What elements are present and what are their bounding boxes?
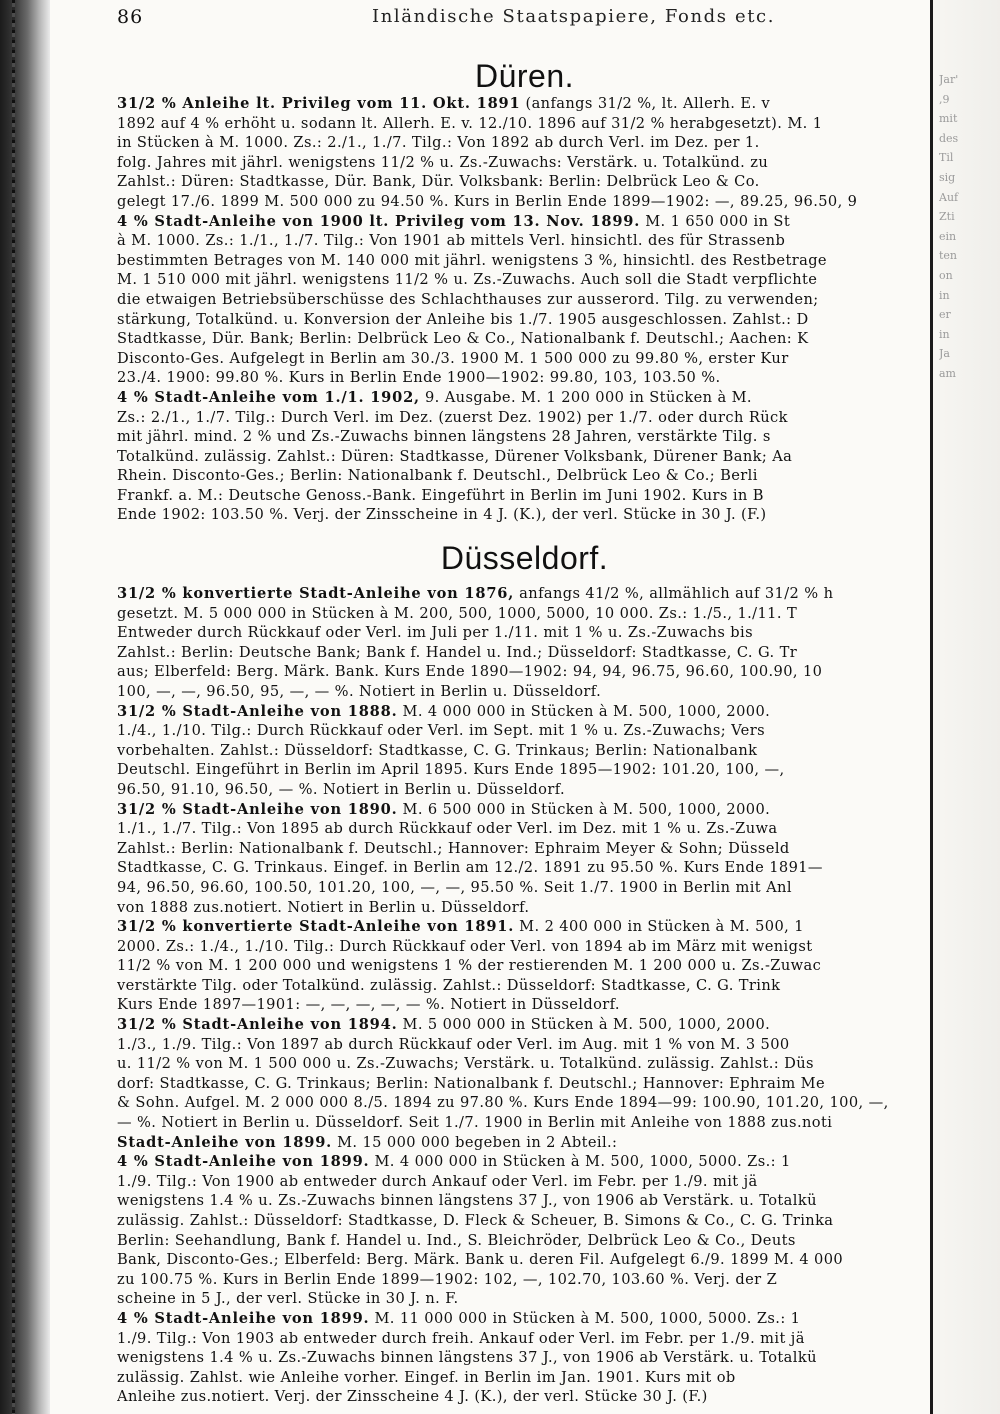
bond-heading: 31/2 % Stadt-Anleihe von 1890.: [117, 800, 398, 818]
text-line: [117, 858, 932, 878]
text-line: [117, 1348, 932, 1368]
line-text: folg. Jahres mit jährl. wenigstens 11/2 % u. Zs.-Zuwachs: Verstärk. u. Totalkünd. zu: [117, 153, 769, 171]
text-line: [117, 486, 932, 506]
line-text: Zahlst.: Düren: Stadtkasse, Dür. Bank, Dür. Volksbank: Berlin: Delbrück Leo & Co.: [117, 173, 760, 191]
text-line: [117, 1329, 932, 1349]
text-line: [117, 839, 932, 859]
bond-heading: 4 % Stadt-Anleihe vom 1./1. 1902,: [117, 388, 420, 406]
line-text: Zs.: 2./1., 1./7. Tilg.: Durch Verl. im Dez. (zuerst Dez. 1902) per 1./7. oder durch Rück: [117, 408, 788, 426]
text-line: [117, 643, 932, 663]
text-line: [117, 329, 932, 349]
text-line: [117, 1211, 932, 1231]
line-text: 1./3., 1./9. Tilg.: Von 1897 ab durch Rückkauf oder Verl. im Aug. mit 1 % von M. 3 500: [117, 1035, 790, 1053]
line-text: M. 1 510 000 mit jährl. wenigstens 11/2 % u. Zs.-Zuwachs. Auch soll die Stadt verpflichte: [117, 271, 818, 289]
text-line: [117, 741, 932, 761]
text-line: [117, 1270, 932, 1290]
text-line: [117, 995, 932, 1015]
text-line: [117, 1250, 932, 1270]
text-line: [117, 1133, 932, 1153]
text-line: [117, 760, 932, 780]
line-text: zu 100.75 %. Kurs in Berlin Ende 1899—1902: 102, —, 102.70, 103.60 %. Verj. der Z: [117, 1270, 778, 1288]
line-text: Stadtkasse, Dür. Bank; Berlin: Delbrück Leo & Co., Nationalbank f. Deutschl.; Aachen: K: [117, 330, 809, 348]
line-text: 100, —, —, 96.50, 95, —, — %. Notiert in Berlin u. Düsseldorf.: [117, 682, 602, 700]
line-text: Bank, Disconto-Ges.; Elberfeld: Berg. Märk. Bank u. deren Fil. Aufgelegt 6./9. 1899 M. 4 000: [117, 1251, 844, 1269]
text-line: [117, 408, 932, 428]
text-line: [117, 153, 932, 173]
text-line: [117, 1015, 932, 1035]
text-line: [117, 898, 932, 918]
line-text: M. 15 000 000 begeben in 2 Abteil.:: [332, 1133, 618, 1151]
text-line: [117, 114, 932, 134]
line-text: 1892 auf 4 % erhöht u. sodann lt. Allerh. E. v. 12./10. 1896 auf 31/2 % herabgesetzt). M. 1: [117, 114, 823, 132]
bond-heading: 4 % Stadt-Anleihe von 1899.: [117, 1153, 370, 1171]
section-title-duesseldorf: Düsseldorf.: [440, 540, 609, 576]
line-text: Disconto-Ges. Aufgelegt in Berlin am 30./3. 1900 M. 1 500 000 zu 99.80 %, erster Kur: [117, 349, 789, 367]
line-text: 96.50, 91.10, 96.50, — %. Notiert in Berlin u. Düsseldorf.: [117, 780, 566, 798]
line-text: 1./9. Tilg.: Von 1903 ab entweder durch freih. Ankauf oder Verl. im Febr. per 1./9. mit jä: [117, 1329, 805, 1347]
adjacent-page-edge: [930, 0, 1000, 1414]
text-line: [117, 976, 932, 996]
line-text: 94, 96.50, 96.60, 100.50, 101.20, 100, —, —, 95.50 %. Seit 1./7. 1900 in Berlin mit Anl: [117, 878, 792, 896]
text-line: [117, 290, 932, 310]
line-text: (anfangs 31/2 %, lt. Allerh. E. v: [520, 95, 771, 112]
line-text: 23./4. 1900: 99.80 %. Kurs in Berlin Ende 1900—1902: 99.80, 103, 103.50 %.: [117, 369, 721, 387]
line-text: gelegt 17./6. 1899 M. 500 000 zu 94.50 %. Kurs in Berlin Ende 1899—1902: —, 89.25, 96.50, 9: [117, 192, 858, 210]
text-line: [117, 172, 932, 192]
running-head: Inländische Staatspapiere, Fonds etc.: [372, 6, 776, 27]
section-title-dueren: Düren.: [474, 58, 575, 94]
line-text: Anleihe zus.notiert. Verj. der Zinsscheine 4 J. (K.), der verl. Stücke 30 J. (F.): [117, 1388, 708, 1406]
line-text: zulässig. Zahlst. wie Anleihe vorher. Eingef. in Berlin im Jan. 1901. Kurs mit ob: [117, 1368, 736, 1386]
text-line: [117, 505, 932, 525]
line-text: M. 4 000 000 in Stücken à M. 500, 1000, 5000. Zs.: 1: [369, 1153, 791, 1171]
line-text: 1./1., 1./7. Tilg.: Von 1895 ab durch Rückkauf oder Verl. im Dez. mit 1 % u. Zs.-Zuwa: [117, 820, 778, 838]
text-line: [117, 780, 932, 800]
line-text: Stadtkasse, C. G. Trinkaus. Eingef. in Berlin am 12./2. 1891 zu 95.50 %. Kurs Ende 1891—: [117, 859, 823, 877]
text-line: [117, 1093, 932, 1113]
line-text: zulässig. Zahlst.: Düsseldorf: Stadtkasse, D. Fleck & Scheuer, B. Simons & Co., C. G. Trinka: [117, 1212, 834, 1229]
line-text: M. 5 000 000 in Stücken à M. 500, 1000, 2000.: [397, 1016, 771, 1034]
text-line: [117, 368, 932, 388]
line-text: Entweder durch Rückkauf oder Verl. im Juli per 1./11. mit 1 % u. Zs.-Zuwachs bis: [117, 624, 753, 642]
line-text: Deutschl. Eingeführt in Berlin im April 1895. Kurs Ende 1895—1902: 101.20, 100, —,: [117, 761, 785, 779]
line-text: 2000. Zs.: 1./4., 1./10. Tilg.: Durch Rückkauf oder Verl. von 1894 ab im März mit wenigst: [117, 937, 813, 955]
text-line: [117, 1035, 932, 1055]
line-text: vorbehalten. Zahlst.: Düsseldorf: Stadtkasse, C. G. Trinkaus; Berlin: Nationalbank: [117, 741, 758, 759]
text-line: [117, 447, 932, 467]
text-line: [117, 800, 932, 820]
line-text: Rhein. Disconto-Ges.; Berlin: Nationalbank f. Deutschl., Delbrück Leo & Co.; Berli: [117, 467, 758, 485]
line-text: Zahlst.: Berlin: Deutsche Bank; Bank f. Handel u. Ind.; Düsseldorf: Stadtkasse, C. G. Tr: [117, 643, 798, 661]
bond-heading: 31/2 % Anleihe lt. Privileg vom 11. Okt. 1891: [117, 95, 521, 112]
line-text: & Sohn. Aufgel. M. 2 000 000 8./5. 1894 zu 97.80 %. Kurs Ende 1894—99: 100.90, 101.20, 100, —,: [117, 1094, 889, 1112]
line-text: Ende 1902: 103.50 %. Verj. der Zinsscheine in 4 J. (K.), der verl. Stücke in 30 J. (F.): [117, 506, 767, 524]
text-line: [117, 937, 932, 957]
text-line: [117, 1074, 932, 1094]
line-text: gesetzt. M. 5 000 000 in Stücken à M. 200, 500, 1000, 5000, 10 000. Zs.: 1./5., 1./11. T: [117, 604, 798, 622]
bond-heading: 31/2 % konvertierte Stadt-Anleihe von 1891.: [117, 918, 515, 936]
text-line: [117, 682, 932, 702]
text-line: [117, 94, 932, 114]
line-text: aus; Elberfeld: Berg. Märk. Bank. Kurs Ende 1890—1902: 94, 94, 96.75, 96.60, 100.90, 10: [117, 663, 823, 681]
line-text: u. 11/2 % von M. 1 500 000 u. Zs.-Zuwachs; Verstärk. u. Totalkünd. zulässig. Zahlst.: Düs: [117, 1055, 814, 1073]
text-line: [117, 310, 932, 330]
page-content: [117, 0, 932, 1414]
bleed-through-column: Jar' ,9 mit des Til sig Auf Zti ein ten on in er in Ja am: [939, 73, 959, 380]
line-text: à M. 1000. Zs.: 1./1., 1./7. Tilg.: Von 1901 ab mittels Verl. hinsichtl. des für Strassenb: [117, 232, 786, 250]
text-line: [117, 1309, 932, 1329]
text-line: [117, 604, 932, 624]
text-line: [117, 1191, 932, 1211]
line-text: dorf: Stadtkasse, C. G. Trinkaus; Berlin: Nationalbank f. Deutschl.; Hannover: Ephraim Me: [117, 1074, 825, 1092]
line-text: stärkung, Totalkünd. u. Konversion der Anleihe bis 1./7. 1905 ausgeschlossen. Zahlst.: D: [117, 310, 809, 328]
line-text: 1./9. Tilg.: Von 1900 ab entweder durch Ankauf oder Verl. im Febr. per 1./9. mit jä: [117, 1172, 758, 1190]
line-text: M. 11 000 000 in Stücken à M. 500, 1000, 5000. Zs.: 1: [369, 1309, 801, 1327]
line-text: von 1888 zus.notiert. Notiert in Berlin u. Düsseldorf.: [117, 898, 530, 916]
section-body-duesseldorf: [117, 584, 932, 1407]
line-text: wenigstens 1.4 % u. Zs.-Zuwachs binnen längstens 37 J., von 1906 ab Verstärk. u. Totalkü: [117, 1192, 817, 1210]
line-text: M. 4 000 000 in Stücken à M. 500, 1000, 2000.: [397, 702, 771, 720]
line-text: M. 6 500 000 in Stücken à M. 500, 1000, 2000.: [397, 800, 771, 818]
line-text: Frankf. a. M.: Deutsche Genoss.-Bank. Eingeführt in Berlin im Juni 1902. Kurs in B: [117, 486, 764, 504]
text-line: [117, 1152, 932, 1172]
bond-heading: 4 % Stadt-Anleihe von 1900 lt. Privileg vom 13. Nov. 1899.: [117, 212, 641, 230]
line-text: Zahlst.: Berlin: Nationalbank f. Deutschl.; Hannover: Ephraim Meyer & Sohn; Düsseld: [117, 839, 790, 857]
line-text: M. 2 400 000 in Stücken à M. 500, 1: [514, 918, 804, 936]
bond-heading: 31/2 % Stadt-Anleihe von 1888.: [117, 702, 398, 720]
text-line: [117, 349, 932, 369]
line-text: Totalkünd. zulässig. Zahlst.: Düren: Stadtkasse, Dürener Volksbank, Dürener Bank; Aa: [117, 447, 793, 465]
line-text: — %. Notiert in Berlin u. Düsseldorf. Seit 1./7. 1900 in Berlin mit Anleihe von 1888 zus.noti: [117, 1114, 833, 1132]
bond-heading: 31/2 % konvertierte Stadt-Anleihe von 1876,: [117, 585, 515, 602]
text-line: [117, 231, 932, 251]
binding-shadow: [0, 0, 50, 1414]
text-line: [117, 1231, 932, 1251]
text-line: [117, 917, 932, 937]
text-line: [117, 662, 932, 682]
text-line: [117, 212, 932, 232]
page-header: [117, 6, 932, 30]
text-line: [117, 1368, 932, 1388]
line-text: 1./4., 1./10. Tilg.: Durch Rückkauf oder Verl. im Sept. mit 1 % u. Zs.-Zuwachs; Vers: [117, 722, 765, 740]
text-line: [117, 623, 932, 643]
text-line: [117, 1172, 932, 1192]
text-line: [117, 956, 932, 976]
line-text: wenigstens 1.4 % u. Zs.-Zuwachs binnen längstens 37 J., von 1906 ab Verstärk. u. Totalkü: [117, 1349, 817, 1367]
line-text: scheine in 5 J., der verl. Stücke in 30 J. n. F.: [117, 1290, 459, 1308]
text-line: [117, 702, 932, 722]
line-text: 9. Ausgabe. M. 1 200 000 in Stücken à M.: [419, 388, 752, 406]
line-text: 11/2 % von M. 1 200 000 und wenigstens 1 % der restierenden M. 1 200 000 u. Zs.-Zuwac: [117, 957, 822, 975]
text-line: [117, 1113, 932, 1133]
text-line: [117, 466, 932, 486]
line-text: verstärkte Tilg. oder Totalkünd. zulässig. Zahlst.: Düsseldorf: Stadtkasse, C. G. Trink: [117, 976, 781, 994]
line-text: mit jährl. mind. 2 % und Zs.-Zuwachs binnen längstens 28 Jahren, verstärkte Tilg. s: [117, 428, 771, 446]
text-line: [117, 133, 932, 153]
bond-heading: 4 % Stadt-Anleihe von 1899.: [117, 1309, 370, 1327]
text-line: [117, 251, 932, 271]
line-text: Berlin: Seehandlung, Bank f. Handel u. Ind., S. Bleichröder, Delbrück Leo & Co., Deuts: [117, 1231, 796, 1249]
text-line: [117, 584, 932, 604]
text-line: [117, 192, 932, 212]
text-line: [117, 427, 932, 447]
line-text: anfangs 41/2 %, allmählich auf 31/2 % h: [514, 585, 834, 602]
text-line: [117, 1387, 932, 1407]
line-text: M. 1 650 000 in St: [640, 212, 791, 230]
bond-heading: 31/2 % Stadt-Anleihe von 1894.: [117, 1016, 398, 1034]
page-number: 86: [117, 6, 144, 28]
bond-heading: Stadt-Anleihe von 1899.: [117, 1133, 333, 1151]
line-text: bestimmten Betrages von M. 140 000 mit jährl. wenigstens 3 %, hinsichtl. des Restbetrage: [117, 251, 827, 269]
line-text: Kurs Ende 1897—1901: —, —, —, —, — %. Notiert in Düsseldorf.: [117, 996, 620, 1014]
text-line: [117, 721, 932, 741]
line-text: in Stücken à M. 1000. Zs.: 2./1., 1./7. Tilg.: Von 1892 ab durch Verl. im Dez. per 1.: [117, 134, 760, 152]
text-line: [117, 1054, 932, 1074]
text-line: [117, 388, 932, 408]
text-line: [117, 819, 932, 839]
text-line: [117, 270, 932, 290]
text-line: [117, 878, 932, 898]
section-body-dueren: [117, 94, 932, 525]
text-line: [117, 1289, 932, 1309]
line-text: die etwaigen Betriebsüberschüsse des Schlachthauses zur ausserord. Tilg. zu verwenden;: [117, 290, 819, 308]
